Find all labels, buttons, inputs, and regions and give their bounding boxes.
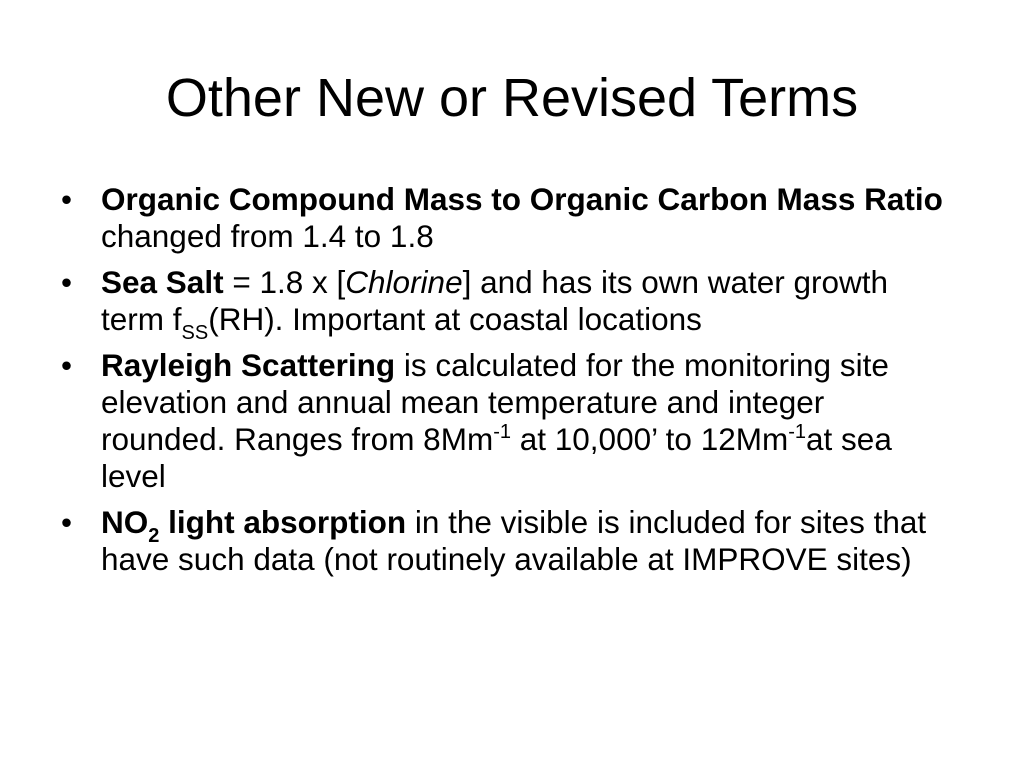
bullet-text: is calculated for the monitoring site elevation and annual mean temperature and integer rounded. Ranges from 8Mm xyxy=(101,347,889,457)
term-no2-light-absorption xyxy=(101,504,407,547)
bullet-item-om-oc-ratio xyxy=(56,181,956,255)
bullet-text: = 1.8 x [ xyxy=(223,264,346,300)
bullet-icon: • xyxy=(61,264,73,300)
chlorine-text: Chlorine xyxy=(345,264,463,300)
bullet-text: at sea level xyxy=(101,421,892,494)
bullet-item-rayleigh xyxy=(56,347,956,495)
term-sea-salt: Sea Salt xyxy=(101,264,224,300)
bullet-text: (RH). Important at coastal locations xyxy=(208,301,702,337)
superscript-minus-one: -1 xyxy=(788,421,807,443)
bullet-list xyxy=(56,181,956,587)
subscript-ss: SS xyxy=(181,322,209,344)
bullet-item-sea-salt xyxy=(56,264,956,344)
subscript-two: 2 xyxy=(148,525,160,547)
term-no2-suffix: light absorption xyxy=(159,504,407,540)
term-om-oc-ratio: Organic Compound Mass to Organic Carbon Mass Ratio xyxy=(101,181,943,217)
bullet-icon: • xyxy=(61,347,73,383)
term-rayleigh-scattering: Rayleigh Scattering xyxy=(101,347,396,383)
superscript-minus-one: -1 xyxy=(493,421,511,443)
bullet-text: at 10,000’ to 12Mm xyxy=(510,421,789,457)
bullet-text: in the visible is included for sites that have such data (not routinely available at IMPROVE sites) xyxy=(101,504,927,577)
bullet-text: ] and has its own water growth term f xyxy=(101,264,889,337)
bullet-icon: • xyxy=(61,181,73,217)
bullet-item-no2 xyxy=(56,504,956,578)
bullet-text: changed from 1.4 to 1.8 xyxy=(101,218,434,254)
slide-title: Other New or Revised Terms xyxy=(165,68,859,128)
bullet-icon: • xyxy=(61,504,73,540)
term-no2-prefix: NO xyxy=(101,504,149,540)
